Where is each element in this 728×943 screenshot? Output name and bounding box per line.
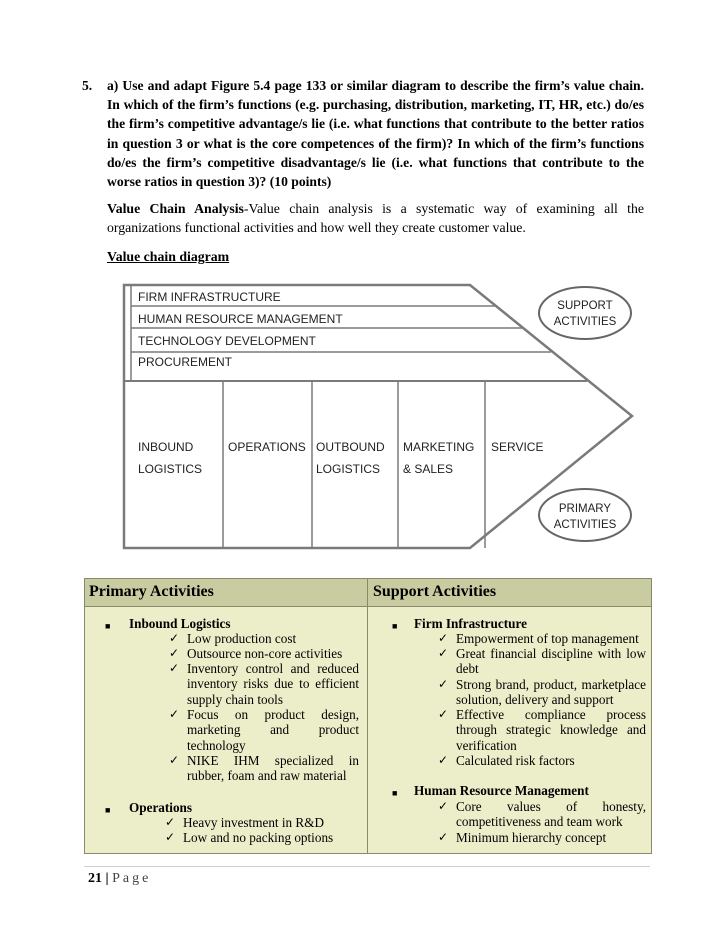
table-header	[85, 579, 651, 607]
list-item: Heavy investment in R&D	[183, 815, 325, 830]
check-icon: ✓	[438, 677, 449, 691]
list-item: Core values of honesty, competitiveness and team work	[456, 799, 646, 830]
primary-oval-line1: PRIMARY	[558, 503, 612, 515]
page-footer	[84, 866, 650, 886]
intro-definition: -Value chain analysis is a systematic way of examining all the organizations functional activities and how well they create customer value.	[107, 201, 644, 235]
support-row-procurement: PROCUREMENT	[138, 355, 233, 369]
primary-col-inbound-l1: INBOUND	[138, 440, 194, 454]
check-icon: ✓	[438, 631, 449, 645]
list-item: Minimum hierarchy concept	[456, 830, 607, 845]
list-item: Focus on product design, marketing and product technology	[187, 707, 359, 753]
list-item: Effective compliance process through strategic knowledge and verification	[456, 707, 646, 753]
check-icon: ✓	[165, 830, 176, 844]
list-item: Strong brand, product, marketplace solution, delivery and support	[456, 677, 646, 708]
primary-col-outbound-l1: OUTBOUND	[316, 440, 385, 454]
primary-col-operations: OPERATIONS	[228, 440, 306, 454]
list-item: NIKE IHM specialized in rubber, foam and raw material	[187, 753, 359, 784]
page-number: 21	[88, 871, 102, 886]
support-row-technology: TECHNOLOGY DEVELOPMENT	[138, 334, 316, 348]
primary-col-marketing-l2: & SALES	[403, 462, 454, 476]
check-icon: ✓	[438, 646, 449, 660]
check-icon: ✓	[169, 753, 180, 767]
category-firm-infrastructure: Firm Infrastructure	[414, 616, 527, 631]
primary-oval-line2: ACTIVITIES	[553, 519, 617, 531]
check-icon: ✓	[165, 815, 176, 829]
diagram-title: Value chain diagram	[107, 249, 230, 264]
question-number: 5.	[82, 78, 93, 93]
primary-col-marketing-l1: MARKETING	[403, 440, 475, 454]
list-item: Inventory control and reduced inventory risks due to efficient supply chain tools	[187, 661, 359, 707]
check-icon: ✓	[438, 707, 449, 721]
primary-activities-oval	[539, 489, 631, 541]
check-icon: ✓	[438, 830, 449, 844]
list-item: Outsource non-core activities	[187, 646, 343, 661]
support-activities-oval	[539, 287, 631, 339]
category-inbound-logistics: Inbound Logistics	[129, 616, 231, 631]
page-indicator	[88, 871, 151, 887]
support-row-hrm: HUMAN RESOURCE MANAGEMENT	[138, 312, 343, 326]
square-bullet-icon: ■	[392, 621, 398, 631]
page-separator: |	[105, 871, 109, 886]
category-operations: Operations	[129, 800, 193, 815]
activities-table	[84, 578, 652, 854]
support-oval-line1: SUPPORT	[557, 300, 613, 312]
support-activities-header: Support Activities	[373, 583, 497, 600]
check-icon: ✓	[169, 661, 180, 675]
check-icon: ✓	[169, 631, 180, 645]
primary-activities-header: Primary Activities	[89, 583, 214, 600]
question-text: a) Use and adapt Figure 5.4 page 133 or similar diagram to describe the firm’s value chain. In which of the firm’s functions (e.g. purchasing, distribution, marketing, IT, HR, etc.) do/es the firm’s competitive advantage/s lie (i.e. what functions that contribute to the better ratios in question 3 or what is the core competences of the firm)? In which of the firm’s functions do/es the firm’s competitive disadvantage/s lie (i.e. what functions that contribute to the worse ratios in question 3)? (10 points)	[107, 78, 644, 190]
square-bullet-icon: ■	[105, 621, 111, 631]
support-row-firm-infrastructure: FIRM INFRASTRUCTURE	[138, 290, 281, 304]
page-label: Page	[112, 871, 152, 886]
check-icon: ✓	[169, 646, 180, 660]
square-bullet-icon: ■	[392, 788, 398, 798]
check-icon: ✓	[438, 753, 449, 767]
list-item: Great financial discipline with low debt	[456, 646, 646, 677]
primary-col-service: SERVICE	[491, 440, 544, 454]
list-item: Low and no packing options	[183, 830, 334, 845]
square-bullet-icon: ■	[105, 805, 111, 815]
check-icon: ✓	[169, 707, 180, 721]
primary-col-inbound-l2: LOGISTICS	[138, 462, 203, 476]
list-item: Low production cost	[187, 631, 297, 646]
check-icon: ✓	[438, 799, 449, 813]
list-item: Calculated risk factors	[456, 753, 575, 768]
support-oval-line2: ACTIVITIES	[553, 316, 617, 328]
category-human-resource-management: Human Resource Management	[414, 783, 589, 798]
primary-col-outbound-l2: LOGISTICS	[316, 462, 381, 476]
list-item: Empowerment of top management	[456, 631, 639, 646]
intro-term: Value Chain Analysis	[107, 201, 244, 216]
